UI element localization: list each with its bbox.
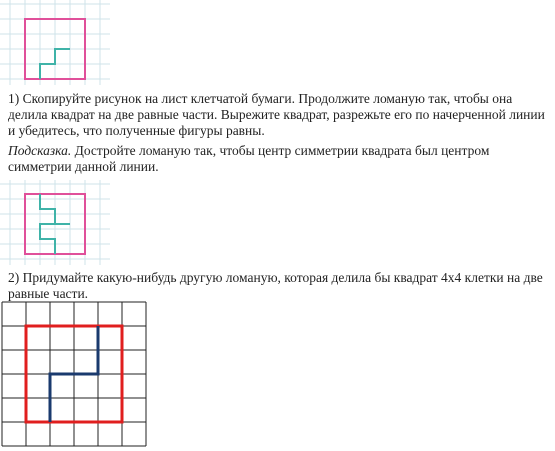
task-1-text: 1) Скопируйте рисунок на лист клетчатой бумаги. Продолжите ломаную так, чтобы она делила квадрат на две равные части. Вырежите квадрат, разрежьте его по начерченной линии и убедитесь, что полученные фигуры равны. [8,91,545,138]
figure-3-grid-square [0,300,150,450]
figure-1-partial-polyline [0,0,110,85]
hint-paragraph [8,143,553,175]
figure-2-completed-polyline [0,180,110,265]
hint-text: Достройте ломаную так, чтобы центр симметрии квадрата был центром симметрии данной линии. [8,143,490,174]
hint-label: Подсказка. [8,143,72,158]
task-2-text: 2) Придумайте какую-нибудь другую ломаную, которая делила бы квадрат 4х4 клетки на две равные части. [8,270,543,301]
grid-lines [0,0,110,85]
